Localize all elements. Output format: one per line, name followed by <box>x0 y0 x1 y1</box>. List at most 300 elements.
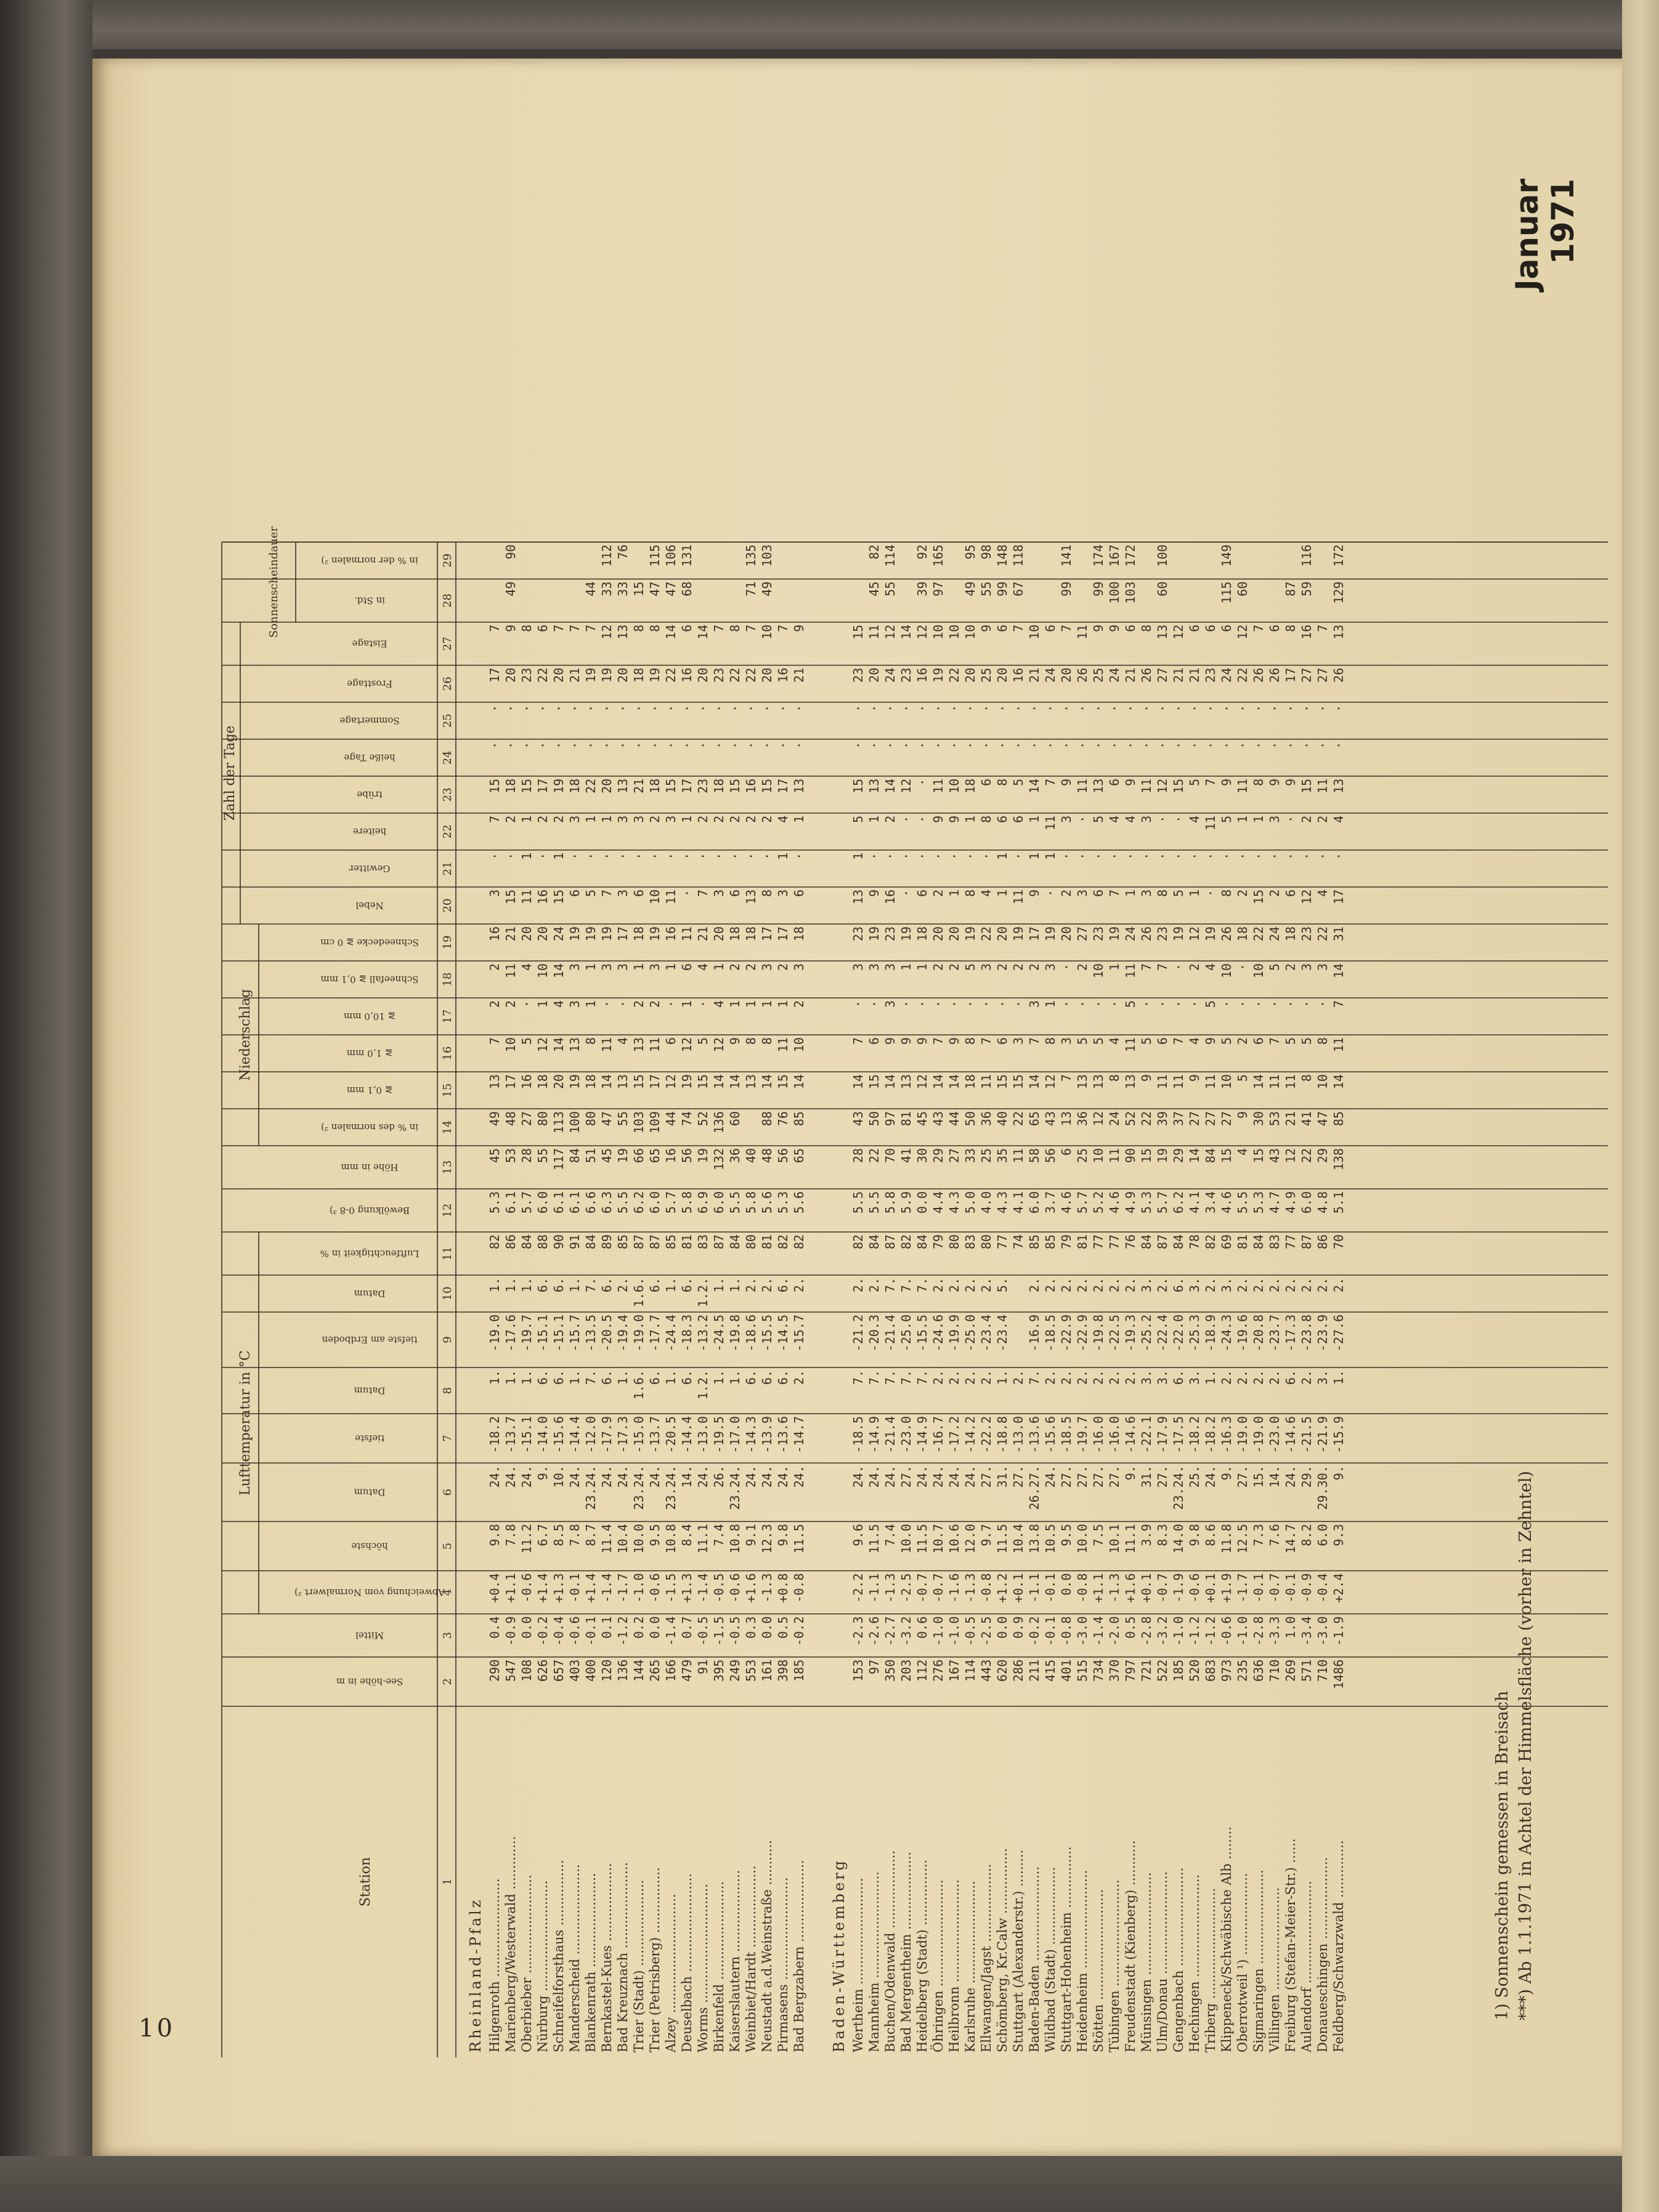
table-cell: 165 <box>931 545 946 567</box>
table-cell: · <box>1043 705 1058 713</box>
table-cell: · <box>1059 1000 1074 1008</box>
table-cell: 15 <box>696 1074 710 1090</box>
table-cell: 26 <box>1139 668 1154 683</box>
table-cell: +1.6 <box>1123 1573 1138 1603</box>
table-cell: 9 <box>883 1037 898 1045</box>
table-cell: 1 <box>776 853 790 861</box>
table-cell: 24 <box>1267 926 1282 942</box>
table-cell: 92 <box>915 545 930 560</box>
table-cell: 24. <box>647 1465 662 1488</box>
footnotes <box>1491 1035 1538 2020</box>
table-cell: · <box>1187 853 1202 861</box>
table-cell: 14 <box>696 625 710 640</box>
table-cell: 23 <box>696 779 710 794</box>
table-cell: 19 <box>1203 926 1218 942</box>
table-cell: 6 <box>1043 625 1058 633</box>
table-cell: 90 <box>551 1234 566 1250</box>
table-cell: · <box>663 1000 678 1008</box>
header-nebel: Nebel <box>355 900 384 911</box>
table-cell: · <box>1203 889 1218 897</box>
table-cell: -2.3 <box>851 1616 866 1647</box>
station-name: Baden-Baden ....................... <box>1027 1866 1042 2052</box>
table-cell: 5 <box>1091 1037 1106 1045</box>
table-cell: 23 <box>851 668 866 683</box>
column-number: 23 <box>441 787 454 802</box>
table-cell: -17.7 <box>647 1315 662 1352</box>
table-cell: · <box>1251 742 1266 750</box>
table-cell: -14.5 <box>776 1315 790 1352</box>
table-cell: · <box>1283 705 1298 713</box>
table-cell: · <box>1155 853 1170 861</box>
table-cell: 27. <box>1059 1465 1074 1488</box>
table-cell: 3 <box>1011 1037 1026 1045</box>
table-cell: 2 <box>551 816 566 824</box>
table-cell: · <box>931 742 946 750</box>
table-cell: 9 <box>867 889 882 897</box>
table-cell: · <box>1283 1000 1298 1008</box>
table-cell: -16.9 <box>1027 1315 1042 1352</box>
table-cell: 47 <box>599 1111 614 1127</box>
table-cell: · <box>679 742 694 750</box>
table-cell: 17 <box>487 668 502 683</box>
table-cell: 5 <box>1299 1037 1314 1045</box>
table-cell: -19.3 <box>1123 1315 1138 1352</box>
table-cell: 10 <box>503 1037 518 1053</box>
table-cell: 22 <box>1011 1111 1026 1127</box>
table-cell: · <box>1075 742 1090 750</box>
table-cell: 18 <box>915 926 930 942</box>
station-name: Freiburg (Stefan-Meier-Str.) ...... <box>1283 1838 1298 2052</box>
table-cell: -3.0 <box>1315 1616 1330 1647</box>
table-cell: 13 <box>851 889 866 905</box>
table-cell: 15 <box>995 1074 1010 1090</box>
station-name: Pirmasens ......................... <box>776 1877 790 2052</box>
station-name: Donaueschingen .................... <box>1315 1857 1330 2052</box>
table-cell: · <box>696 853 710 861</box>
table-cell: -17.0 <box>728 1416 742 1454</box>
table-cell: 13 <box>615 1074 630 1090</box>
table-cell: 23.24. <box>583 1465 598 1510</box>
table-cell: 0.0 <box>760 1616 774 1639</box>
table-cell: 84 <box>1139 1234 1154 1250</box>
table-cell: 6 <box>1203 625 1218 633</box>
table-cell: · <box>663 705 678 713</box>
footnote-1: 1) Sonnenschein gemessen in Breisach <box>1493 1690 1512 2020</box>
table-cell: · <box>696 742 710 750</box>
table-cell: 5.7 <box>1075 1191 1090 1214</box>
table-cell: 12 <box>663 1074 678 1090</box>
table-cell: -0.8 <box>792 1573 806 1603</box>
table-cell: +1.1 <box>1091 1573 1106 1603</box>
header-gewitter: Gewitter <box>349 863 391 874</box>
table-cell: 3. <box>1219 1278 1234 1293</box>
table-cell: 24. <box>867 1465 882 1488</box>
table-cell: · <box>1075 1000 1090 1008</box>
table-cell: 74 <box>1011 1234 1026 1250</box>
table-cell: -23.8 <box>1299 1315 1314 1352</box>
table-cell: · <box>487 742 502 750</box>
table-cell: 14 <box>551 1037 566 1053</box>
table-cell: -21.2 <box>851 1315 866 1352</box>
table-cell: 11 <box>647 1037 662 1053</box>
station-name: Kaiserslautern .................... <box>728 1870 742 2052</box>
column-number: 15 <box>441 1083 454 1098</box>
table-cell: 23 <box>519 668 534 683</box>
table-cell: 82 <box>1203 1234 1218 1250</box>
header-hoechste: höchste <box>351 1541 388 1552</box>
table-cell: · <box>631 742 646 750</box>
table-cell: -1.2 <box>1187 1616 1202 1647</box>
table-cell: · <box>599 1000 614 1008</box>
header-zahl-der-tage: Zahl der Tage <box>222 725 238 821</box>
table-cell: -3.4 <box>1299 1616 1314 1647</box>
table-cell: -1.2 <box>615 1616 630 1647</box>
table-cell: 27. <box>1107 1465 1122 1488</box>
table-cell: -0.6 <box>1187 1573 1202 1603</box>
table-cell: 55 <box>615 1111 630 1127</box>
table-cell: 24. <box>615 1465 630 1488</box>
table-cell: · <box>1155 742 1170 750</box>
column-number: 27 <box>441 636 454 651</box>
table-cell: 43 <box>931 1111 946 1127</box>
table-cell: 20 <box>519 926 534 942</box>
table-cell: 15 <box>1171 779 1186 794</box>
table-cell: 9 <box>503 625 518 633</box>
table-cell: 2. <box>1267 1370 1282 1385</box>
table-cell: 167 <box>1107 545 1122 567</box>
table-cell: 14 <box>1331 1074 1346 1090</box>
table-cell: 11 <box>1171 1074 1186 1090</box>
table-cell: 22 <box>728 668 742 683</box>
table-cell: 1.0 <box>1283 1616 1298 1639</box>
table-cell: 87 <box>712 1234 726 1250</box>
table-cell: 13 <box>615 779 630 794</box>
table-cell: 1 <box>851 853 866 861</box>
table-cell: 3 <box>1299 963 1314 971</box>
table-cell: -25.0 <box>963 1315 978 1352</box>
table-cell: 12 <box>1155 779 1170 794</box>
table-cell: 43 <box>1267 1148 1282 1164</box>
table-cell: · <box>1107 705 1122 713</box>
table-cell: 82 <box>851 1234 866 1250</box>
table-cell: 106 <box>663 545 678 567</box>
header-heisse-tage: heiße Tage <box>344 752 395 763</box>
table-cell: 11 <box>1203 816 1218 831</box>
table-cell: 7. <box>583 1370 598 1385</box>
table-cell: 3 <box>1315 963 1330 971</box>
table-cell: · <box>503 705 518 713</box>
table-cell: 6.1 <box>551 1191 566 1214</box>
station-name: Aulendorf ......................... <box>1299 1881 1314 2052</box>
table-cell: 973 <box>1219 1659 1234 1682</box>
table-cell: 19 <box>696 1148 710 1164</box>
table-cell: 78 <box>1187 1234 1202 1250</box>
station-name: Nürburg ........................... <box>535 1880 550 2052</box>
table-cell: 5 <box>1203 1000 1218 1008</box>
table-cell: 1 <box>1043 1000 1058 1008</box>
table-cell: 5.8 <box>679 1191 694 1214</box>
table-cell: · <box>867 1000 882 1008</box>
table-cell: 58 <box>1027 1148 1042 1164</box>
table-cell: 82 <box>792 1234 806 1250</box>
table-cell: 18 <box>567 779 582 794</box>
table-cell: · <box>1107 742 1122 750</box>
table-cell: -15.6 <box>1043 1416 1058 1454</box>
table-cell: 401 <box>1059 1659 1074 1682</box>
table-cell: 112 <box>915 1659 930 1682</box>
table-cell: 6. <box>551 1370 566 1385</box>
table-cell: · <box>1011 1000 1026 1008</box>
table-cell: 0.1 <box>599 1616 614 1639</box>
table-cell: 95 <box>963 545 978 560</box>
station-name: Buchen/Odenwald ................... <box>883 1850 898 2052</box>
table-cell: 19 <box>1155 1148 1170 1164</box>
table-cell: 7 <box>1155 963 1170 971</box>
table-cell: 6.0 <box>535 1191 550 1214</box>
table-cell: +0.1 <box>1011 1573 1026 1603</box>
table-cell: · <box>599 742 614 750</box>
table-cell: 33 <box>963 1148 978 1164</box>
table-cell: 5.1 <box>1331 1191 1346 1214</box>
table-cell: 77 <box>1107 1234 1122 1250</box>
table-cell: +1.3 <box>679 1573 694 1603</box>
table-cell: 2. <box>1107 1370 1122 1385</box>
table-cell: 56 <box>776 1148 790 1164</box>
table-cell: -27.6 <box>1331 1315 1346 1352</box>
station-name: Öhringen .......................... <box>931 1879 946 2052</box>
table-cell: 8 <box>995 779 1010 787</box>
table-cell: 1 <box>744 1000 758 1008</box>
table-cell: · <box>1251 853 1266 861</box>
table-cell: 400 <box>583 1659 598 1682</box>
table-cell: 12 <box>535 1037 550 1053</box>
table-cell: 10 <box>1251 963 1266 979</box>
table-cell: -0.1 <box>567 1573 582 1603</box>
table-cell: 23 <box>899 668 914 683</box>
table-cell: -13.9 <box>760 1416 774 1454</box>
table-cell: 26.27. <box>1027 1465 1042 1510</box>
table-cell: 10.8 <box>728 1524 742 1554</box>
table-cell: 24. <box>599 1465 614 1488</box>
table-cell: 11 <box>931 779 946 794</box>
column-number: 19 <box>441 935 454 950</box>
table-cell: -1.0 <box>1235 1616 1250 1647</box>
table-cell: -21.4 <box>883 1315 898 1352</box>
table-cell: 8 <box>583 1037 598 1045</box>
table-cell: 6 <box>1251 1037 1266 1045</box>
table-cell: 9.3 <box>1331 1524 1346 1547</box>
table-cell: · <box>647 742 662 750</box>
table-cell: 53 <box>1267 1111 1282 1127</box>
table-cell: 27 <box>519 1111 534 1127</box>
table-cell: 14 <box>1331 963 1346 979</box>
table-cell: · <box>1315 705 1330 713</box>
table-cell: 16 <box>915 668 930 683</box>
table-cell: 1 <box>583 963 598 971</box>
table-cell: · <box>1107 853 1122 861</box>
table-cell: 2. <box>1043 1370 1058 1385</box>
table-cell: 77 <box>995 1234 1010 1250</box>
table-cell: 17 <box>535 779 550 794</box>
table-cell: 7 <box>1011 625 1026 633</box>
table-cell: -23.4 <box>995 1315 1010 1352</box>
table-cell: 60 <box>728 1111 742 1127</box>
table-cell: 1 <box>728 1000 742 1008</box>
table-cell: 7.8 <box>503 1524 518 1547</box>
table-cell: 7 <box>712 625 726 633</box>
table-cell: 30 <box>1251 1111 1266 1127</box>
table-cell: 4 <box>712 1000 726 1008</box>
table-cell: 4 <box>551 1000 566 1008</box>
table-cell: 3 <box>567 963 582 971</box>
table-cell: 4 <box>1107 816 1122 824</box>
table-cell: 10.0 <box>899 1524 914 1554</box>
table-cell: 8 <box>519 625 534 633</box>
table-cell: 12 <box>1091 1111 1106 1127</box>
table-cell: 26 <box>1251 668 1266 683</box>
table-cell: 81 <box>1235 1234 1250 1250</box>
table-cell: 2. <box>1331 1278 1346 1293</box>
station-name: Gengenbach ........................ <box>1171 1867 1186 2052</box>
table-cell: 1 <box>712 963 726 971</box>
table-cell: 10.6 <box>947 1524 962 1554</box>
table-cell: 14.0 <box>1171 1524 1186 1554</box>
table-cell: 5. <box>995 1278 1010 1293</box>
table-cell: 26 <box>1219 926 1234 942</box>
table-cell: 683 <box>1203 1659 1218 1682</box>
table-cell: 17 <box>615 926 630 942</box>
book-cover-left <box>0 0 92 2212</box>
table-cell: -17.6 <box>503 1315 518 1352</box>
table-cell: -14.9 <box>867 1416 882 1454</box>
table-cell: · <box>1267 705 1282 713</box>
table-cell: 1 <box>899 963 914 971</box>
station-name: Birkenfeld ........................ <box>712 1881 726 2052</box>
table-cell: 4 <box>1203 963 1218 971</box>
table-cell: 21 <box>1027 668 1042 683</box>
column-number: 16 <box>441 1046 454 1061</box>
table-cell: 27 <box>1075 926 1090 942</box>
table-cell: 11 <box>1155 1074 1170 1090</box>
table-cell: 7. <box>883 1278 898 1293</box>
table-cell: -25.2 <box>1139 1315 1154 1352</box>
table-cell: 21 <box>1187 668 1202 683</box>
table-cell: -1.4 <box>1091 1616 1106 1647</box>
table-cell: -19.7 <box>519 1315 534 1352</box>
table-cell: -0.9 <box>503 1616 518 1647</box>
table-cell: 24 <box>1107 1111 1122 1127</box>
table-cell: -1.6 <box>947 1573 962 1603</box>
table-cell: 3 <box>979 963 994 971</box>
header-eistage: Eistage <box>352 638 387 649</box>
table-cell: 17 <box>1283 668 1298 683</box>
table-cell: -22.2 <box>979 1416 994 1454</box>
table-cell: 4 <box>1187 1037 1202 1045</box>
table-cell: 23 <box>712 668 726 683</box>
table-cell: · <box>696 1000 710 1008</box>
table-cell: 20 <box>931 926 946 942</box>
table-cell: 6.6 <box>583 1191 598 1214</box>
table-cell: 14 <box>712 1074 726 1090</box>
table-cell: +2.4 <box>1331 1573 1346 1603</box>
book-cover-bottom <box>0 2156 1659 2212</box>
station-name: Hilgenroth ........................ <box>487 1878 502 2052</box>
table-cell: 86 <box>1315 1234 1330 1250</box>
table-cell: -0.8 <box>1075 1573 1090 1603</box>
table-cell: -22.9 <box>1075 1315 1090 1352</box>
table-cell: 9 <box>1027 889 1042 897</box>
table-cell: 15 <box>851 625 866 640</box>
table-cell: -3.2 <box>899 1616 914 1647</box>
table-cell: · <box>1075 853 1090 861</box>
table-cell: 90 <box>1123 1148 1138 1164</box>
table-cell: 15 <box>1251 889 1266 905</box>
table-cell: -14.9 <box>915 1416 930 1454</box>
table-cell: 27 <box>947 1148 962 1164</box>
table-cell: 6.0 <box>1299 1191 1314 1214</box>
table-cell: 81 <box>1075 1234 1090 1250</box>
table-cell: 120 <box>599 1659 614 1682</box>
table-cell: 7 <box>1059 625 1074 633</box>
table-cell: 8 <box>1315 1037 1330 1045</box>
table-cell: 734 <box>1091 1659 1106 1682</box>
table-cell: -1.0 <box>947 1616 962 1647</box>
table-cell: · <box>503 742 518 750</box>
table-cell: 1 <box>1235 816 1250 824</box>
table-cell: 56 <box>679 1148 694 1164</box>
table-cell: 84 <box>867 1234 882 1250</box>
table-cell: 20 <box>712 926 726 942</box>
table-cell: -24.5 <box>712 1315 726 1352</box>
table-cell: 87 <box>1283 581 1298 597</box>
table-cell: 522 <box>1155 1659 1170 1682</box>
table-cell: 24. <box>792 1465 806 1488</box>
table-cell: 21 <box>1283 1111 1298 1127</box>
table-cell: 87 <box>647 1234 662 1250</box>
table-cell: 2 <box>1315 816 1330 824</box>
table-cell: 13 <box>744 889 758 905</box>
table-cell: 14 <box>1027 1074 1042 1090</box>
table-cell: -20.5 <box>663 1416 678 1454</box>
table-cell: +1.6 <box>744 1573 758 1603</box>
table-cell: 89 <box>599 1234 614 1250</box>
table-cell: 620 <box>995 1659 1010 1682</box>
table-cell: 5.8 <box>883 1191 898 1214</box>
table-cell: 636 <box>1251 1659 1266 1682</box>
table-cell: -1.0 <box>631 1573 646 1603</box>
table-cell: 7 <box>1315 625 1330 633</box>
table-cell: · <box>931 705 946 713</box>
table-cell: 2 <box>503 1000 518 1008</box>
table-cell: -0.1 <box>1043 1573 1058 1603</box>
table-cell: 7 <box>583 625 598 633</box>
table-cell: 6. <box>1283 1370 1298 1385</box>
table-cell: · <box>931 853 946 861</box>
table-cell: 30 <box>915 1148 930 1164</box>
table-cell: · <box>744 705 758 713</box>
table-cell: 12 <box>1043 1074 1058 1090</box>
table-cell: 2. <box>1091 1370 1106 1385</box>
table-cell: 14 <box>931 1074 946 1090</box>
table-cell: 721 <box>1139 1659 1154 1682</box>
table-cell: -17.9 <box>599 1416 614 1454</box>
table-cell: 24. <box>915 1465 930 1488</box>
table-cell: 6 <box>995 816 1010 824</box>
table-cell: 7 <box>1027 1037 1042 1045</box>
table-cell: 174 <box>1091 545 1106 567</box>
table-cell: -3.3 <box>1267 1616 1282 1647</box>
table-cell: 6. <box>1171 1370 1186 1385</box>
